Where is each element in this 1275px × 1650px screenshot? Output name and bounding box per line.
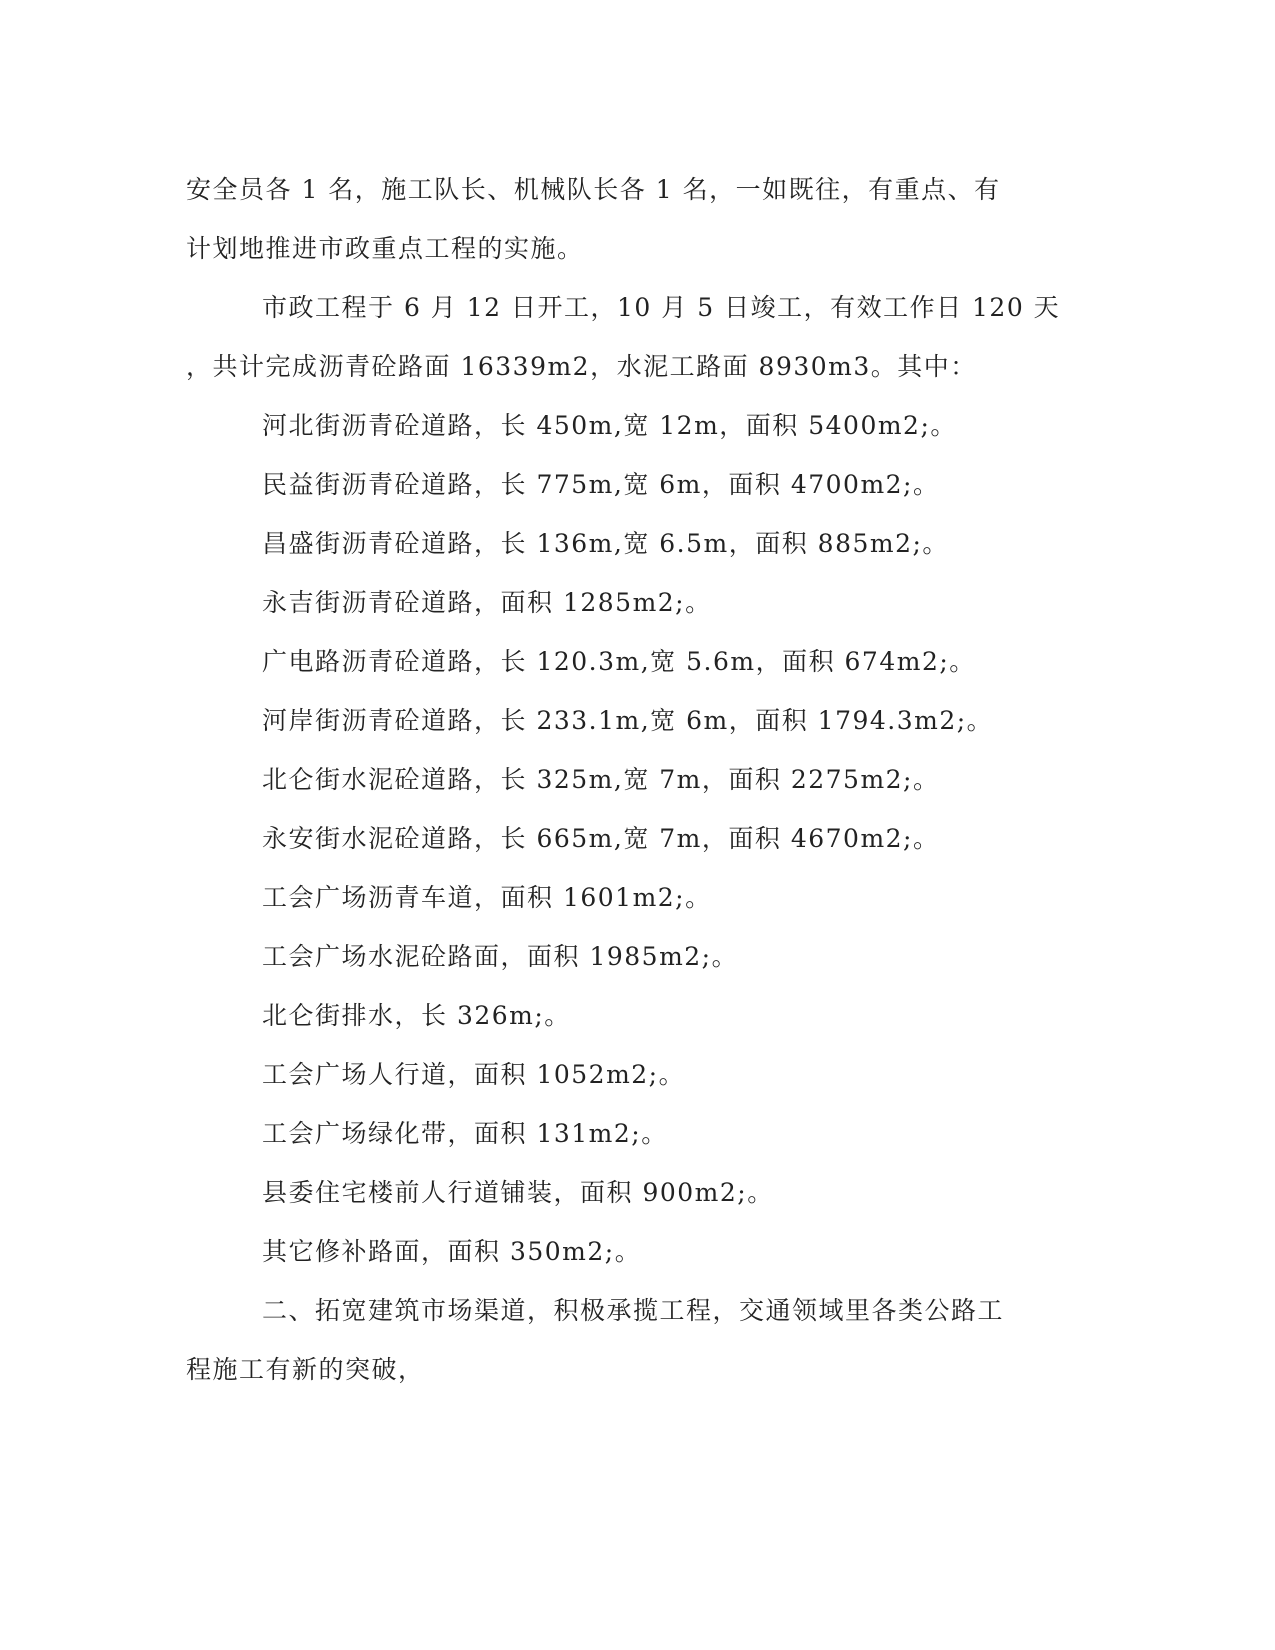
paragraph-line: 市政工程于 6 月 12 日开工，10 月 5 日竣工，有效工作日 120 天 xyxy=(262,293,1061,322)
project-item: 广电路沥青砼道路，长 120.3m,宽 5.6m，面积 674m2;。 xyxy=(262,647,976,676)
project-item: 工会广场绿化带，面积 131m2;。 xyxy=(262,1119,668,1148)
section-heading-line: 二、拓宽建筑市场渠道，积极承揽工程，交通领域里各类公路工 xyxy=(262,1296,1005,1325)
project-item: 民益街沥青砼道路，长 775m,宽 6m，面积 4700m2;。 xyxy=(262,470,940,499)
document-body xyxy=(186,160,1061,1399)
paragraph-line: 计划地推进市政重点工程的实施。 xyxy=(186,234,584,263)
project-item: 其它修补路面，面积 350m2;。 xyxy=(262,1237,642,1266)
paragraph-line: 安全员各 1 名，施工队长、机械队长各 1 名，一如既往，有重点、有 xyxy=(186,175,1001,204)
project-item: 工会广场人行道，面积 1052m2;。 xyxy=(262,1060,686,1089)
project-item: 北仑街水泥砼道路，长 325m,宽 7m，面积 2275m2;。 xyxy=(262,765,940,794)
project-item: 工会广场沥青车道，面积 1601m2;。 xyxy=(262,883,712,912)
project-item: 北仑街排水，长 326m;。 xyxy=(262,1001,571,1030)
project-item: 工会广场水泥砼路面，面积 1985m2;。 xyxy=(262,942,739,971)
project-item: 永吉街沥青砼道路，面积 1285m2;。 xyxy=(262,588,712,617)
paragraph-line: ，共计完成沥青砼路面 16339m2，水泥工路面 8930m3。其中： xyxy=(186,352,977,381)
project-item: 永安街水泥砼道路，长 665m,宽 7m，面积 4670m2;。 xyxy=(262,824,940,853)
project-item: 县委住宅楼前人行道铺装，面积 900m2;。 xyxy=(262,1178,774,1207)
project-item: 昌盛街沥青砼道路，长 136m,宽 6.5m，面积 885m2;。 xyxy=(262,529,949,558)
project-item: 河北街沥青砼道路，长 450m,宽 12m，面积 5400m2;。 xyxy=(262,411,957,440)
paragraph-line: 程施工有新的突破， xyxy=(186,1355,425,1384)
project-item: 河岸街沥青砼道路，长 233.1m,宽 6m，面积 1794.3m2;。 xyxy=(262,706,994,735)
